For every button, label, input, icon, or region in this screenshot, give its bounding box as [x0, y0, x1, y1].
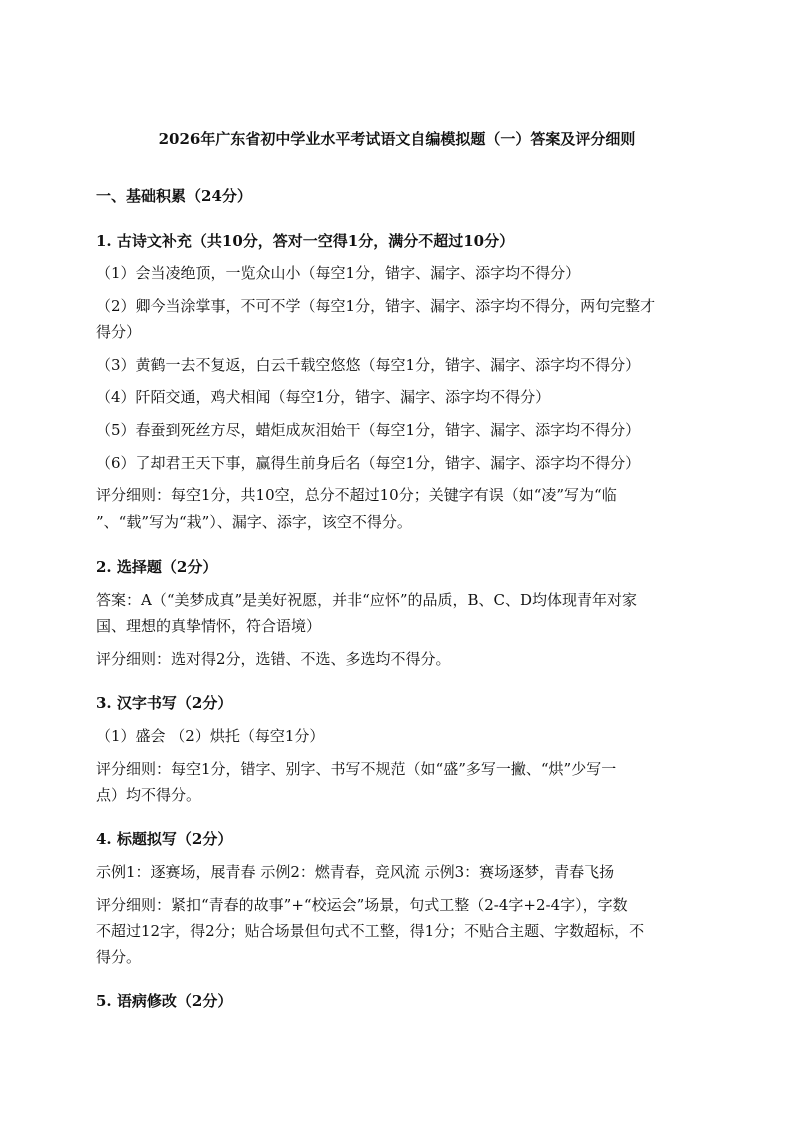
document-title: 2026年广东省初中学业水平考试语文自编模拟题（一）答案及评分细则 [158, 130, 636, 148]
question-1-item: （2）卿今当涂掌事，不可不学（每空1分，错字、漏字、添字均不得分，两句完整才 [96, 297, 656, 315]
question-1-rule: 评分细则：每空1分，共10空，总分不超过10分；关键字有误（如“凌”写为“临 [96, 486, 617, 504]
question-4-rule: 评分细则：紧扣“青春的故事”+“校运会”场景，句式工整（2-4字+2-4字），字数 [96, 896, 628, 914]
question-1-item: （4）阡陌交通，鸡犬相闻（每空1分，错字、漏字、添字均不得分） [96, 388, 551, 406]
question-4-examples: 示例1：逐赛场，展青春 示例2：燃青春，竞风流 示例3：赛场逐梦，青春飞扬 [96, 863, 615, 881]
question-3-rule: 评分细则：每空1分，错字、别字、书写不规范（如“盛”多写一撇、“烘”少写一 [96, 760, 617, 778]
question-2-heading: 2. 选择题（2分） [96, 558, 218, 576]
question-4-rule: 得分。 [96, 948, 142, 966]
question-5-heading: 5. 语病修改（2分） [96, 992, 233, 1010]
question-2-rule: 评分细则：选对得2分，选错、不选、多选均不得分。 [96, 650, 451, 668]
question-3-heading: 3. 汉字书写（2分） [96, 694, 233, 712]
question-1-item: （1）会当凌绝顶，一览众山小（每空1分，错字、漏字、添字均不得分） [96, 264, 581, 282]
question-1-item: （6）了却君王天下事，赢得生前身后名（每空1分，错字、漏字、添字均不得分） [96, 454, 641, 472]
question-1-heading: 1. 古诗文补充（共10分，答对一空得1分，满分不超过10分） [96, 232, 515, 250]
question-4-rule: 不超过12字，得2分；贴合场景但句式不工整，得1分；不贴合主题、字数超标，不 [96, 922, 645, 940]
section-heading-basics: 一、基础积累（24分） [96, 187, 252, 205]
question-2-answer: 答案：A（“美梦成真”是美好祝愿，并非“应怀”的品质，B、C、D均体现青年对家 [96, 591, 638, 609]
question-3-answer: （1）盛会 （2）烘托（每空1分） [96, 727, 325, 745]
question-4-heading: 4. 标题拟写（2分） [96, 830, 233, 848]
question-3-rule: 点）均不得分。 [96, 786, 202, 804]
question-1-item: 得分） [96, 323, 142, 341]
question-2-answer: 国、理想的真挚情怀，符合语境） [96, 617, 322, 635]
question-1-item: （5）春蚕到死丝方尽，蜡炬成灰泪始干（每空1分，错字、漏字、添字均不得分） [96, 421, 641, 439]
question-1-item: （3）黄鹤一去不复返，白云千载空悠悠（每空1分，错字、漏字、添字均不得分） [96, 356, 641, 374]
question-1-rule: ”、“载”写为“栽”）、漏字、添字，该空不得分。 [96, 513, 412, 531]
